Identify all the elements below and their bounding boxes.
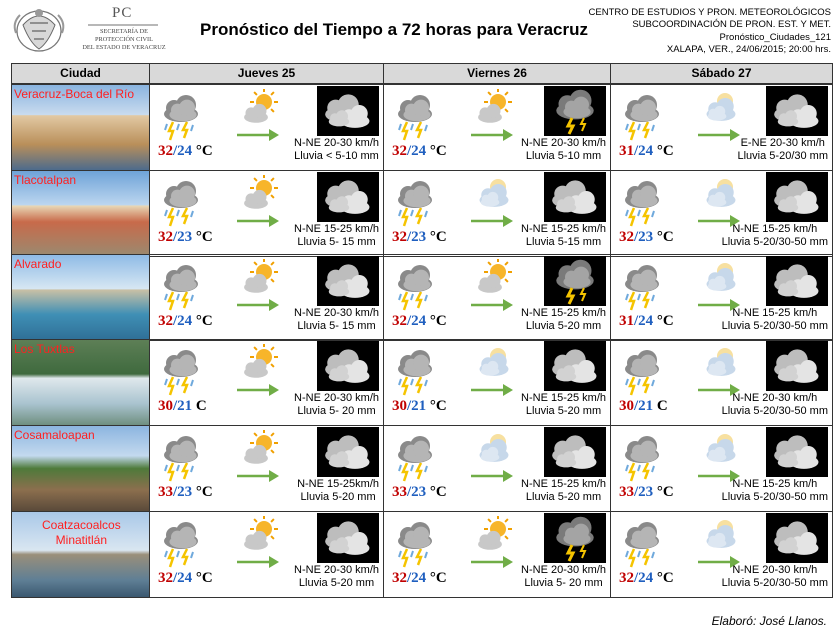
wind-speed: N-NE 15-25km/h (297, 478, 379, 490)
storm-icon (393, 94, 439, 142)
temp-unit: °C (429, 398, 447, 414)
forecast-cell (149, 511, 384, 598)
wind-rain-text (722, 564, 828, 589)
sun-cloud-icon (240, 344, 280, 380)
rain-amount: Lluvia 5-20/30-50 mm (721, 576, 828, 589)
temp-unit: °C (195, 143, 213, 159)
column-header-day-1: Jueves 25 (149, 63, 384, 84)
sun-cloud-icon (474, 89, 514, 125)
temperature (158, 484, 213, 501)
temp-max: 30 (392, 398, 407, 414)
cloudy-night-icon (766, 172, 828, 222)
wind-speed: E-NE 20-30 km/h (740, 137, 825, 149)
cloudy-night-icon (766, 86, 828, 136)
temp-max: 32 (392, 570, 407, 586)
night-icon (317, 427, 379, 477)
temperature (158, 143, 213, 160)
wind-arrow-icon (237, 299, 279, 311)
cloudy-night-icon (544, 427, 606, 477)
wind-arrow-icon (471, 215, 513, 227)
wind-rain-text (294, 223, 379, 248)
city-photo (11, 425, 150, 512)
night-icon (317, 341, 379, 391)
night-icon (766, 172, 828, 222)
temp-min: 23 (638, 484, 654, 500)
temp-separator: / (407, 484, 412, 500)
wind-rain-text (297, 478, 379, 503)
night-icon (544, 86, 606, 136)
sun-cloud-icon (240, 516, 280, 552)
city-photo (11, 339, 150, 426)
sun-cloud-icon (474, 259, 514, 295)
temp-min: 23 (411, 229, 427, 245)
rain-amount: Lluvia 5- 15 mm (297, 319, 376, 332)
cloudy-night-icon (766, 341, 828, 391)
wind-speed: N-NE 15-25 km/h (521, 223, 606, 235)
night-icon (544, 427, 606, 477)
storm-icon (159, 180, 205, 228)
rain-amount: Lluvia 5- 20 mm (297, 404, 376, 417)
city-name: Cosamaloapan (14, 428, 95, 442)
logo-divider (88, 24, 158, 26)
temp-separator: / (634, 229, 639, 245)
temp-separator: / (173, 229, 178, 245)
temp-max: 32 (158, 570, 173, 586)
wind-rain-text (738, 137, 829, 162)
temp-unit: °C (195, 484, 213, 500)
temperature (619, 398, 668, 415)
temperature (392, 398, 447, 415)
temp-unit: C (656, 398, 668, 414)
wind-rain-text (294, 564, 379, 589)
wind-speed: N-NE 20-30 km/h (294, 564, 379, 576)
storm-icon (393, 180, 439, 228)
temp-max: 32 (619, 570, 634, 586)
temperature (392, 229, 447, 246)
cloud-sun-icon (701, 89, 741, 125)
temp-unit: °C (656, 143, 674, 159)
wind-speed: N-NE 15-25 km/h (294, 223, 379, 235)
temp-max: 32 (158, 143, 173, 159)
temp-min: 24 (411, 313, 427, 329)
logo-line-2: PROTECCIÓN CIVIL (95, 36, 153, 43)
temp-max: 30 (619, 398, 634, 414)
temp-max: 32 (619, 229, 634, 245)
wind-speed: N-NE 20-30 km/h (521, 564, 606, 576)
temp-separator: / (634, 484, 639, 500)
temp-separator: / (634, 398, 639, 414)
temp-max: 32 (392, 143, 407, 159)
issuer-line-4: XALAPA, VER., 24/06/2015; 20:00 hrs. (666, 43, 831, 55)
city-photo (11, 511, 150, 598)
forecast-cell (149, 339, 384, 426)
forecast-cell (610, 254, 833, 341)
temp-unit: °C (429, 570, 447, 586)
wind-speed: N-NE 15-25 km/h (521, 307, 606, 319)
temp-min: 24 (411, 570, 427, 586)
night-icon (544, 513, 606, 563)
temperature (158, 229, 213, 246)
forecast-cell (149, 170, 384, 257)
wind-arrow-icon (471, 299, 513, 311)
rain-amount: Lluvia 5-20 mm (525, 404, 602, 417)
cloudy-night-icon (544, 341, 606, 391)
wind-rain-text (294, 392, 379, 417)
storm-icon (620, 94, 666, 142)
forecast-cell (610, 84, 833, 171)
temp-unit: C (195, 398, 207, 414)
issuer-line-1: CENTRO DE ESTUDIOS Y PRON. METEOROLÓGICOS (588, 7, 831, 18)
temp-max: 33 (158, 484, 173, 500)
wind-arrow-icon (471, 470, 513, 482)
storm-night-icon (544, 513, 606, 563)
night-icon (766, 341, 828, 391)
temp-separator: / (173, 570, 178, 586)
wind-rain-text (521, 137, 606, 162)
temp-max: 32 (392, 229, 407, 245)
storm-icon (159, 521, 205, 569)
forecast-cell (383, 339, 611, 426)
temp-min: 23 (177, 484, 193, 500)
temperature (619, 229, 674, 246)
sun-cloud-icon (240, 430, 280, 466)
storm-icon (620, 180, 666, 228)
temperature (392, 313, 447, 330)
sun-cloud-icon (240, 259, 280, 295)
rain-amount: Lluvia 5-20 mm (525, 490, 602, 503)
logo-line-3: DEL ESTADO DE VERACRUZ (82, 44, 166, 51)
temp-separator: / (407, 570, 412, 586)
cloud-sun-icon (701, 344, 741, 380)
temp-unit: °C (195, 570, 213, 586)
temp-min: 23 (177, 229, 193, 245)
rain-amount: Lluvia 5-20/30-50 mm (721, 319, 828, 332)
temp-max: 31 (619, 143, 634, 159)
cloudy-night-icon (317, 172, 379, 222)
night-icon (766, 86, 828, 136)
storm-icon (620, 435, 666, 483)
wind-speed: N-NE 20-30 km/h (294, 392, 379, 404)
proteccion-civil-logo (8, 3, 183, 55)
storm-icon (159, 435, 205, 483)
temp-min: 24 (411, 143, 427, 159)
temperature (392, 570, 447, 587)
rain-amount: Lluvia 5-20/30-50 mm (721, 235, 828, 248)
city-name: Coatzacoalcos Minatitlán (42, 518, 121, 547)
forecast-cell (610, 511, 833, 598)
sun-cloud-icon (474, 516, 514, 552)
wind-rain-text (722, 307, 828, 332)
cloud-sun-icon (474, 344, 514, 380)
wind-rain-text (521, 392, 606, 417)
storm-icon (620, 349, 666, 397)
cloudy-night-icon (317, 256, 379, 306)
temp-unit: °C (656, 229, 674, 245)
temp-min: 24 (638, 570, 654, 586)
wind-arrow-icon (237, 129, 279, 141)
temp-max: 31 (619, 313, 634, 329)
temperature (158, 313, 213, 330)
wind-speed: N-NE 20-30 km/h (294, 307, 379, 319)
city-photo (11, 84, 150, 171)
forecast-cell (383, 511, 611, 598)
temp-unit: °C (429, 484, 447, 500)
wind-arrow-icon (471, 384, 513, 396)
temp-max: 33 (392, 484, 407, 500)
temp-separator: / (173, 484, 178, 500)
wind-arrow-icon (237, 556, 279, 568)
temperature (158, 570, 213, 587)
wind-rain-text (521, 307, 606, 332)
wind-speed: N-NE 20-30 km/h (732, 392, 818, 404)
wind-rain-text (722, 478, 828, 503)
night-icon (317, 256, 379, 306)
rain-amount: Lluvia 5-15 mm (525, 235, 602, 248)
wind-speed: N-NE 15-25 km/h (521, 478, 606, 490)
storm-icon (393, 349, 439, 397)
wind-arrow-icon (237, 215, 279, 227)
cloud-sun-icon (701, 430, 741, 466)
rain-amount: Lluvia 5-20 mm (298, 576, 375, 589)
temp-unit: °C (195, 313, 213, 329)
temp-unit: °C (656, 313, 674, 329)
forecast-cell (149, 425, 384, 512)
wind-arrow-icon (471, 129, 513, 141)
wind-arrow-icon (237, 470, 279, 482)
temperature (392, 143, 447, 160)
temp-max: 32 (158, 229, 173, 245)
storm-night-icon (544, 256, 606, 306)
temp-separator: / (407, 313, 412, 329)
wind-arrow-icon (471, 556, 513, 568)
issuer-line-2: SUBCOORDINACIÓN DE PRON. EST. Y MET. (632, 19, 831, 31)
rain-amount: Lluvia 5-10 mm (525, 149, 602, 162)
temperature (158, 398, 207, 415)
temp-separator: / (407, 143, 412, 159)
night-icon (766, 256, 828, 306)
temp-min: 24 (638, 313, 654, 329)
temp-min: 21 (638, 398, 654, 414)
cloud-sun-icon (701, 259, 741, 295)
forecast-cell (383, 425, 611, 512)
night-icon (317, 172, 379, 222)
temp-separator: / (634, 570, 639, 586)
forecast-table (11, 63, 833, 609)
wind-rain-text (521, 478, 606, 503)
night-icon (766, 427, 828, 477)
cloudy-night-icon (544, 172, 606, 222)
temp-min: 24 (177, 313, 193, 329)
wind-rain-text (722, 223, 828, 248)
night-icon (544, 341, 606, 391)
cloudy-night-icon (766, 256, 828, 306)
temp-max: 32 (158, 313, 173, 329)
rain-amount: Lluvia 5-20 mm (525, 319, 602, 332)
temp-unit: °C (195, 229, 213, 245)
wind-arrow-icon (237, 384, 279, 396)
storm-icon (620, 264, 666, 312)
wind-rain-text (294, 307, 379, 332)
rain-amount: Lluvia 5-20 mm (300, 490, 376, 503)
wind-speed: N-NE 20-30 km/h (521, 137, 606, 149)
cloudy-night-icon (317, 427, 379, 477)
wind-rain-text (294, 137, 379, 162)
forecast-cell (610, 425, 833, 512)
storm-icon (393, 435, 439, 483)
rain-amount: Lluvia 5-20/30-50 mm (721, 404, 828, 417)
temp-max: 30 (158, 398, 173, 414)
cloud-sun-icon (474, 430, 514, 466)
temp-unit: °C (429, 143, 447, 159)
wind-speed: N-NE 15-25 km/h (732, 307, 818, 319)
storm-icon (159, 94, 205, 142)
forecast-cell (383, 254, 611, 341)
storm-icon (620, 521, 666, 569)
night-icon (317, 86, 379, 136)
cloud-sun-icon (474, 175, 514, 211)
temp-min: 24 (638, 143, 654, 159)
temp-unit: °C (429, 229, 447, 245)
cloudy-night-icon (317, 341, 379, 391)
temp-separator: / (173, 313, 178, 329)
column-header-city: Ciudad (11, 63, 150, 84)
temperature (619, 313, 674, 330)
column-header-day-2: Viernes 26 (383, 63, 611, 84)
logo-pc-text: PC (112, 5, 133, 21)
coat-of-arms-icon (8, 3, 70, 55)
city-name: Los Tuxtlas (14, 342, 75, 356)
city-photo (11, 170, 150, 257)
temperature (619, 143, 674, 160)
temp-min: 23 (638, 229, 654, 245)
header (0, 0, 837, 62)
storm-icon (393, 264, 439, 312)
temp-separator: / (173, 143, 178, 159)
temperature (392, 484, 447, 501)
night-icon (544, 172, 606, 222)
wind-speed: N-NE 20-30 km/h (294, 137, 379, 149)
temp-max: 33 (619, 484, 634, 500)
wind-speed: N-NE 15-25 km/h (732, 223, 818, 235)
rain-amount: Lluvia 5-20/30 mm (737, 149, 828, 162)
temp-unit: °C (429, 313, 447, 329)
city-photo (11, 254, 150, 341)
temp-min: 21 (177, 398, 193, 414)
city-name: Veracruz-Boca del Río (14, 87, 135, 101)
night-icon (317, 513, 379, 563)
storm-night-icon (544, 86, 606, 136)
cloudy-night-icon (317, 513, 379, 563)
cloud-sun-icon (701, 175, 741, 211)
rain-amount: Lluvia 5- 15 mm (297, 235, 376, 248)
forecast-cell (383, 84, 611, 171)
temp-separator: / (173, 398, 178, 414)
temp-min: 24 (177, 143, 193, 159)
author-credit: Elaboró: José Llanos. (711, 614, 827, 628)
temp-max: 32 (392, 313, 407, 329)
temp-separator: / (407, 398, 412, 414)
temp-min: 21 (411, 398, 427, 414)
cloud-sun-icon (701, 516, 741, 552)
wind-rain-text (521, 564, 606, 589)
issuer-line-3: Pronóstico_Ciudades_121 (719, 31, 831, 43)
wind-rain-text (521, 223, 606, 248)
sun-cloud-icon (240, 89, 280, 125)
rain-amount: Lluvia < 5-10 mm (294, 149, 379, 162)
forecast-cell (149, 84, 384, 171)
storm-icon (393, 521, 439, 569)
storm-icon (159, 264, 205, 312)
temp-unit: °C (656, 484, 674, 500)
sun-cloud-icon (240, 175, 280, 211)
temp-separator: / (634, 143, 639, 159)
forecast-cell (149, 254, 384, 341)
rain-amount: Lluvia 5-20/30-50 mm (721, 490, 828, 503)
city-name: Tlacotalpan (14, 173, 77, 187)
night-icon (544, 256, 606, 306)
wind-arrow-icon (698, 129, 740, 141)
wind-speed: N-NE 20-30 km/h (732, 564, 818, 576)
temp-min: 24 (177, 570, 193, 586)
storm-icon (159, 349, 205, 397)
temperature (619, 570, 674, 587)
city-name: Alvarado (14, 257, 62, 271)
page-title: Pronóstico del Tiempo a 72 horas para Veracruz (200, 20, 588, 39)
issuer-info (589, 7, 831, 56)
wind-speed: N-NE 15-25 km/h (521, 392, 606, 404)
wind-rain-text (722, 392, 828, 417)
logo-line-1: SECRETARÍA DE (100, 28, 148, 35)
wind-speed: N-NE 15-25 km/h (732, 478, 818, 490)
temp-min: 23 (411, 484, 427, 500)
temp-separator: / (407, 229, 412, 245)
column-header-day-3: Sábado 27 (610, 63, 833, 84)
rain-amount: Lluvia 5- 20 mm (524, 576, 603, 589)
cloudy-night-icon (766, 513, 828, 563)
temp-unit: °C (656, 570, 674, 586)
cloudy-night-icon (766, 427, 828, 477)
night-icon (766, 513, 828, 563)
temperature (619, 484, 674, 501)
forecast-cell (610, 170, 833, 257)
cloudy-night-icon (317, 86, 379, 136)
forecast-cell (383, 170, 611, 257)
temp-separator: / (634, 313, 639, 329)
forecast-cell (610, 339, 833, 426)
